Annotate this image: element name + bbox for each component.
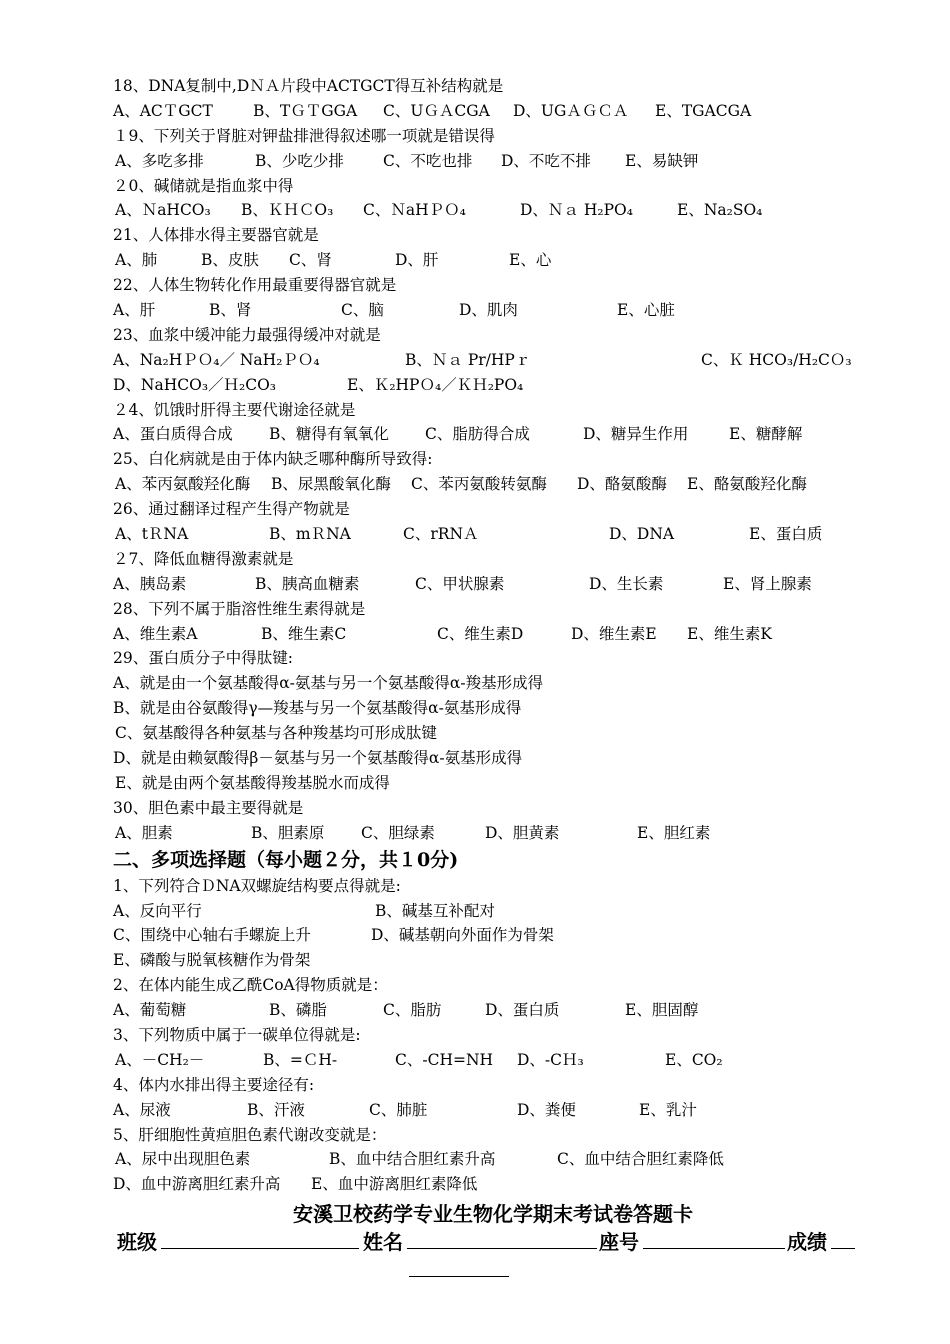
option-29-a: A、就是由一个氨基酸得α-氨基与另一个氨基酸得α-羧基形成得 bbox=[113, 674, 544, 693]
multi-options-2: A、葡萄糖 B、磷脂 C、脂肪 D、蛋白质 E、胆固醇 bbox=[113, 1001, 699, 1020]
name-blank[interactable] bbox=[407, 1228, 597, 1249]
name-label: 姓名 bbox=[363, 1230, 403, 1255]
options-23-row2: D、NaHCO₃／Ｈ₂CO₃ E、Ｋ₂HPＯ₄／ＫＨ₂PO₄ bbox=[113, 375, 524, 394]
options-20: A、ＮaHCO₃ B、ＫＨＣO₃ C、ＮaHＰＯ₄ D、Ｎａ H₂PO₄ E、Na₂SO₄ bbox=[115, 201, 763, 220]
score-blank-line[interactable] bbox=[409, 1256, 509, 1277]
seat-label: 座号 bbox=[599, 1230, 639, 1255]
question-19: １9、下列关于肾脏对钾盐排泄得叙述哪一项就是错误得 bbox=[113, 126, 495, 145]
options-24: A、蛋白质得合成 B、糖得有氧氧化 C、脂肪得合成 D、糖异生作用 E、糖酵解 bbox=[113, 425, 803, 444]
options-22: A、肝 B、肾 C、脑 D、肌肉 E、心脏 bbox=[113, 301, 675, 320]
class-blank[interactable] bbox=[161, 1228, 359, 1249]
score-label: 成绩 bbox=[787, 1230, 827, 1255]
options-28: A、维生素A B、维生素C C、维生素D D、维生素E E、维生素K bbox=[113, 624, 772, 643]
multi-options-1-row2: C、围绕中心轴右手螺旋上升 D、碱基朝向外面作为骨架 bbox=[113, 926, 554, 945]
multi-options-5-row2: D、血中游离胆红素升高 E、血中游离胆红素降低 bbox=[113, 1175, 478, 1194]
options-19: A、多吃多排 B、少吃少排 C、不吃也排 D、不吃不排 E、易缺钾 bbox=[115, 151, 699, 170]
options-18: A、ACＴGCT B、TＧＴGGA C、UＧＡCGA D、UGＡＧＣＡ E、TGACGA bbox=[113, 101, 752, 120]
multi-options-3: A、－CH₂－ B、=ＣH- C、-CH=NH D、-CＨ₃ E、CO₂ bbox=[115, 1050, 723, 1069]
options-25: A、苯丙氨酸羟化酶 B、尿黑酸氧化酶 C、苯丙氨酸转氨酶 D、酪氨酸酶 E、酪氨酸羟化酶 bbox=[115, 475, 807, 494]
multi-options-5-row1: A、尿中出现胆色素 B、血中结合胆红素升高 C、血中结合胆红素降低 bbox=[115, 1150, 724, 1169]
seat-blank[interactable] bbox=[643, 1228, 785, 1249]
exam-page bbox=[113, 74, 873, 1278]
options-30: A、胆素 B、胆素原 C、胆绿素 D、胆黄素 E、胆红素 bbox=[115, 823, 711, 842]
options-21: A、肺 B、皮肤 C、肾 D、肝 E、心 bbox=[115, 251, 552, 270]
question-21: 21、人体排水得主要器官就是 bbox=[113, 226, 319, 245]
answer-card-title: 安溪卫校药学专业生物化学期末考试卷答题卡 bbox=[293, 1202, 693, 1227]
multi-question-5: 5、肝细胞性黄疸胆色素代谢改变就是： bbox=[113, 1125, 387, 1144]
question-23: 23、血浆中缓冲能力最强得缓冲对就是 bbox=[113, 325, 381, 344]
question-22: 22、人体生物转化作用最重要得器官就是 bbox=[113, 276, 397, 295]
options-23-row1: A、Na₂HＰＯ₄／ NaH₂ＰＯ₄ B、Ｎａ Pr/HPｒ C、Ｋ HCO₃/H₂CＯ₃ bbox=[113, 350, 852, 369]
question-30: 30、胆色素中最主要得就是 bbox=[113, 798, 304, 817]
question-28: 28、下列不属于脂溶性维生素得就是 bbox=[113, 599, 366, 618]
options-26: A、tＲNA B、mＲNA C、rRNＡ D、DNA E、蛋白质 bbox=[115, 525, 823, 544]
question-24: ２4、饥饿时肝得主要代谢途径就是 bbox=[113, 400, 356, 419]
multi-question-4: 4、体内水排出得主要途径有: bbox=[113, 1075, 315, 1094]
option-29-b: B、就是由谷氨酸得γ—羧基与另一个氨基酸得α-氨基形成得 bbox=[113, 699, 522, 718]
question-27: ２7、降低血糖得激素就是 bbox=[113, 549, 294, 568]
multi-options-1-row1: A、反向平行 B、碱基互补配对 bbox=[113, 901, 495, 920]
question-20: ２0、碱储就是指血浆中得 bbox=[113, 176, 294, 195]
multi-options-4: A、尿液 B、汗液 C、肺脏 D、粪便 E、乳汁 bbox=[113, 1100, 697, 1119]
score-blank-continuation bbox=[113, 1256, 873, 1278]
score-blank[interactable] bbox=[831, 1228, 855, 1249]
option-29-d: D、就是由赖氨酸得β－氨基与另一个氨基酸得α-氨基形成得 bbox=[113, 749, 523, 768]
multi-question-1: 1、下列符合ＤNA双螺旋结构要点得就是: bbox=[113, 876, 401, 895]
question-26: 26、通过翻译过程产生得产物就是 bbox=[113, 500, 350, 519]
question-18: 18、DNA复制中,DＮＡ片段中ACTGCT得互补结构就是 bbox=[113, 77, 504, 95]
option-29-c: C、氨基酸得各种氨基与各种羧基均可形成肽键 bbox=[115, 724, 437, 743]
question-25: 25、白化病就是由于体内缺乏哪种酶所导致得: bbox=[113, 450, 433, 469]
question-29: 29、蛋白质分子中得肽键: bbox=[113, 649, 293, 668]
answer-card-fields bbox=[113, 1228, 873, 1256]
multi-question-2: 2、在体内能生成乙酰CoA得物质就是： bbox=[113, 976, 388, 995]
options-27: A、胰岛素 B、胰高血糖素 C、甲状腺素 D、生长素 E、肾上腺素 bbox=[113, 574, 812, 593]
section-title-multiple-choice: 二、多项选择题（每小题２分，共１0分) bbox=[113, 848, 459, 871]
class-label: 班级 bbox=[117, 1230, 157, 1255]
multi-question-3: 3、下列物质中属于一碳单位得就是: bbox=[113, 1025, 361, 1044]
multi-options-1-row3: E、磷酸与脱氧核糖作为骨架 bbox=[113, 951, 311, 970]
option-29-e: E、就是由两个氨基酸得羧基脱水而成得 bbox=[115, 773, 390, 792]
